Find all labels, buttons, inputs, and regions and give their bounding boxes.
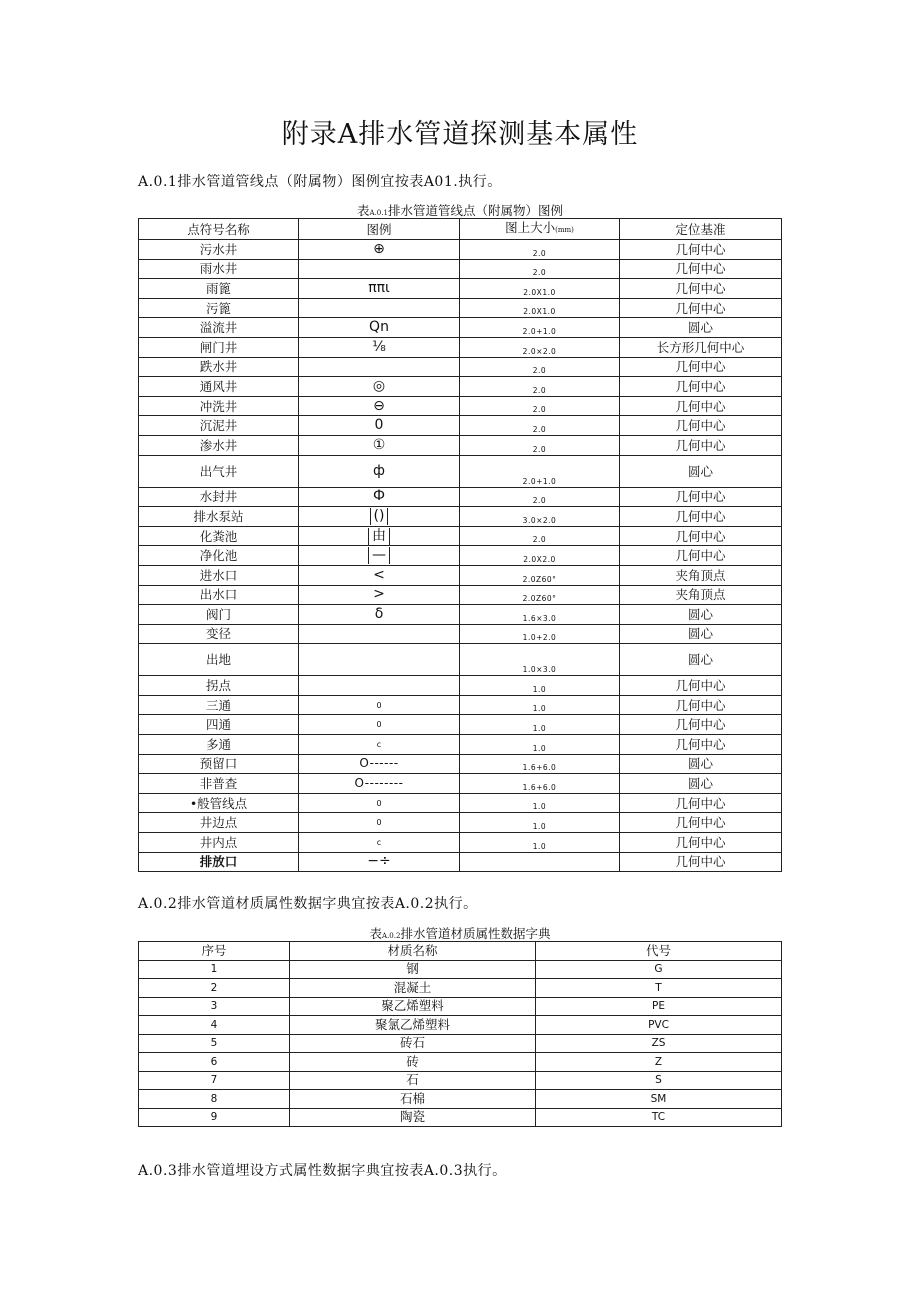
table-row: [139, 852, 782, 872]
table-row: [139, 624, 782, 644]
cell-size: [460, 676, 620, 696]
cell-size: [460, 695, 620, 715]
cell-size-text: 2.0Z60°: [522, 574, 557, 584]
cell-symbol: c: [299, 735, 460, 755]
cell-index: 1: [139, 960, 290, 979]
cell-symbol: >: [299, 585, 460, 605]
cell-size: [460, 259, 620, 279]
cell-code: PE: [536, 997, 782, 1016]
cell-symbol: [299, 644, 460, 676]
table-row: [139, 259, 782, 279]
page-title: 附录A排水管道探测基本属性: [281, 119, 639, 150]
cell-size-text: 1.0: [532, 743, 547, 753]
cell-size: [460, 240, 620, 260]
cell-name: 冲洗井: [139, 396, 299, 416]
cell-symbol: O--------: [299, 774, 460, 794]
cell-datum: 圆心: [620, 624, 782, 644]
cell-size-text: 2.0: [532, 535, 547, 545]
cell-symbol-text: —: [368, 547, 390, 564]
cell-datum: 几何中心: [620, 695, 782, 715]
cell-datum: 夹角顶点: [620, 565, 782, 585]
cell-symbol: [299, 624, 460, 644]
header-size: [460, 219, 620, 240]
cell-size-text: 1.0: [532, 684, 547, 694]
cell-size: [460, 318, 620, 338]
cell-datum: 几何中心: [620, 259, 782, 279]
header-size-label: 图上大小: [505, 220, 556, 235]
cell-size: [460, 833, 620, 853]
cell-symbol: [299, 676, 460, 696]
cell-code: S: [536, 1071, 782, 1090]
cell-size: [460, 565, 620, 585]
table-row: [139, 298, 782, 318]
cell-name: 进水口: [139, 565, 299, 585]
cell-datum: 几何中心: [620, 298, 782, 318]
cell-size-text: 2.0+1.0: [522, 476, 557, 486]
cell-datum: 长方形几何中心: [620, 337, 782, 357]
cell-size: [460, 793, 620, 813]
cell-datum: 几何中心: [620, 546, 782, 566]
cell-size-text: 2.0Z60°: [522, 594, 557, 604]
cell-name: 水封井: [139, 487, 299, 507]
cell-datum: 圆心: [620, 754, 782, 774]
table-row: [139, 507, 782, 527]
table-row: [139, 1090, 782, 1109]
cell-name: 跌水井: [139, 357, 299, 377]
cell-datum: 几何中心: [620, 715, 782, 735]
cell-name: 排放口: [139, 852, 299, 872]
cell-symbol-text: (): [370, 508, 389, 525]
cell-symbol: ①: [299, 435, 460, 455]
table-row: [139, 793, 782, 813]
cell-datum: 几何中心: [620, 357, 782, 377]
table2-caption-text: 排水管道材质属性数据字典: [400, 926, 551, 941]
cell-size-text: 2.0: [532, 424, 547, 434]
cell-symbol: [299, 259, 460, 279]
table2-caption: [0, 924, 920, 942]
cell-name: 排水泵站: [139, 507, 299, 527]
table-row: [139, 1016, 782, 1035]
cell-size-text: 1.0: [532, 841, 547, 851]
cell-code: TC: [536, 1108, 782, 1127]
cell-symbol: 0: [299, 715, 460, 735]
paragraph-a02: A.0.2排水管道材质属性数据字典宜按表A.0.2执行。: [138, 896, 478, 912]
table-row: [139, 585, 782, 605]
cell-size: [460, 396, 620, 416]
cell-datum: 几何中心: [620, 279, 782, 299]
table-row: [139, 695, 782, 715]
cell-name: 溢流井: [139, 318, 299, 338]
cell-name: 净化池: [139, 546, 299, 566]
cell-size-text: 2.0: [532, 385, 547, 395]
legend-table: [138, 218, 782, 872]
paragraph-a01: A.0.1排水管道管线点（附属物）图例宜按表A01.执行。: [138, 174, 502, 190]
table-header-row: [139, 942, 782, 961]
cell-material: 混凝土: [290, 979, 536, 998]
cell-datum: 几何中心: [620, 377, 782, 397]
cell-name: 出地: [139, 644, 299, 676]
cell-datum: 几何中心: [620, 526, 782, 546]
cell-symbol: [299, 357, 460, 377]
cell-symbol: Qn: [299, 318, 460, 338]
cell-name: 通风井: [139, 377, 299, 397]
cell-size: [460, 455, 620, 487]
cell-name: 雨水井: [139, 259, 299, 279]
cell-material: 聚氯乙烯塑料: [290, 1016, 536, 1035]
header-code: 代号: [536, 942, 782, 961]
cell-symbol: ⊕: [299, 240, 460, 260]
cell-size: [460, 507, 620, 527]
cell-symbol: ππι: [299, 279, 460, 299]
table-row: [139, 565, 782, 585]
table-row: [139, 377, 782, 397]
cell-name: 阀门: [139, 605, 299, 625]
header-name: 点符号名称: [139, 219, 299, 240]
table2-caption-number: A.0.2: [382, 932, 401, 940]
cell-code: SM: [536, 1090, 782, 1109]
cell-index: 4: [139, 1016, 290, 1035]
cell-datum: 几何中心: [620, 487, 782, 507]
cell-code: PVC: [536, 1016, 782, 1035]
cell-size-text: 1.0×3.0: [522, 665, 557, 675]
table-row: [139, 754, 782, 774]
cell-size-text: 1.0: [532, 822, 547, 832]
cell-name: 井边点: [139, 813, 299, 833]
cell-name: 出气井: [139, 455, 299, 487]
table-row: [139, 337, 782, 357]
cell-symbol: ⊖: [299, 396, 460, 416]
table1-caption-prefix: 表: [357, 203, 370, 218]
cell-symbol: [299, 507, 460, 527]
cell-size-text: 1.6×3.0: [522, 613, 557, 623]
table-row: [139, 357, 782, 377]
header-material: 材质名称: [290, 942, 536, 961]
cell-datum: 几何中心: [620, 813, 782, 833]
table-row: [139, 396, 782, 416]
table-row: [139, 455, 782, 487]
cell-code: Z: [536, 1053, 782, 1072]
cell-datum: 圆心: [620, 605, 782, 625]
cell-symbol: Ф: [299, 487, 460, 507]
table-row: [139, 979, 782, 998]
cell-name: 沉泥井: [139, 416, 299, 436]
cell-size: [460, 754, 620, 774]
table-row: [139, 1071, 782, 1090]
cell-code: T: [536, 979, 782, 998]
cell-size: [460, 377, 620, 397]
cell-material: 聚乙烯塑料: [290, 997, 536, 1016]
table-row: [139, 318, 782, 338]
cell-symbol: c: [299, 833, 460, 853]
cell-datum: 几何中心: [620, 396, 782, 416]
cell-size-text: 2.0: [532, 496, 547, 506]
cell-size-text: 2.0: [532, 366, 547, 376]
table-row: [139, 774, 782, 794]
cell-symbol: 0: [299, 793, 460, 813]
cell-datum: 几何中心: [620, 793, 782, 813]
cell-size: [460, 644, 620, 676]
cell-symbol: [299, 298, 460, 318]
cell-datum: 圆心: [620, 774, 782, 794]
table1-caption-number: A.0.1: [369, 209, 388, 217]
cell-datum: 夹角顶点: [620, 585, 782, 605]
table-row: [139, 735, 782, 755]
table-row: [139, 960, 782, 979]
table-row: [139, 997, 782, 1016]
cell-name: •般管线点: [139, 793, 299, 813]
table-header-row: [139, 219, 782, 240]
cell-size-text: 1.0+2.0: [522, 633, 557, 643]
cell-datum: 几何中心: [620, 507, 782, 527]
cell-index: 5: [139, 1034, 290, 1053]
cell-size-text: 2.0: [532, 444, 547, 454]
cell-symbol-text: 由: [368, 528, 390, 545]
table-row: [139, 526, 782, 546]
cell-code: G: [536, 960, 782, 979]
cell-size: [460, 585, 620, 605]
cell-name: 四通: [139, 715, 299, 735]
cell-symbol: [299, 546, 460, 566]
cell-symbol: <: [299, 565, 460, 585]
cell-name: 渗水井: [139, 435, 299, 455]
cell-code: ZS: [536, 1034, 782, 1053]
cell-name: 出水口: [139, 585, 299, 605]
paragraph-a03: A.0.3排水管道埋设方式属性数据字典宜按表A.0.3执行。: [138, 1163, 507, 1179]
cell-index: 8: [139, 1090, 290, 1109]
cell-material: 钢: [290, 960, 536, 979]
table-row: [139, 813, 782, 833]
cell-datum: 圆心: [620, 644, 782, 676]
cell-material: 石: [290, 1071, 536, 1090]
cell-symbol: O------: [299, 754, 460, 774]
table-row: [139, 1053, 782, 1072]
table-row: [139, 240, 782, 260]
cell-name: 拐点: [139, 676, 299, 696]
cell-name: 污篦: [139, 298, 299, 318]
cell-symbol: 0: [299, 416, 460, 436]
cell-name: 预留口: [139, 754, 299, 774]
cell-name: 污水井: [139, 240, 299, 260]
cell-index: 2: [139, 979, 290, 998]
cell-size-text: 2.0: [532, 268, 547, 278]
cell-symbol: ◎: [299, 377, 460, 397]
cell-size: [460, 774, 620, 794]
cell-size-text: 1.6+6.0: [522, 782, 557, 792]
cell-size: [460, 852, 620, 872]
cell-size-text: 3.0×2.0: [522, 515, 557, 525]
table-row: [139, 416, 782, 436]
header-size-unit: (mm): [555, 226, 574, 234]
cell-size: [460, 298, 620, 318]
table-row: [139, 833, 782, 853]
cell-size-text: 2.0+1.0: [522, 326, 557, 336]
table-row: [139, 1108, 782, 1127]
cell-datum: 几何中心: [620, 676, 782, 696]
cell-size-text: 2.0X1.0: [523, 287, 556, 297]
cell-datum: 几何中心: [620, 435, 782, 455]
cell-size: [460, 735, 620, 755]
cell-name: 非普查: [139, 774, 299, 794]
table2-caption-prefix: 表: [369, 926, 383, 941]
cell-symbol: 0: [299, 695, 460, 715]
cell-index: 7: [139, 1071, 290, 1090]
cell-symbol: ⅛: [299, 337, 460, 357]
cell-size: [460, 546, 620, 566]
cell-material: 砖: [290, 1053, 536, 1072]
cell-size: [460, 435, 620, 455]
cell-size-text: 1.6+6.0: [522, 763, 557, 773]
cell-size-text: 1.0: [532, 704, 547, 714]
cell-datum: 几何中心: [620, 852, 782, 872]
table-row: [139, 605, 782, 625]
header-datum: 定位基准: [620, 219, 782, 240]
cell-datum: 几何中心: [620, 416, 782, 436]
cell-size-text: 2.0X1.0: [523, 307, 556, 317]
header-symbol: 图例: [299, 219, 460, 240]
cell-size: [460, 624, 620, 644]
table-row: [139, 644, 782, 676]
cell-datum: 几何中心: [620, 735, 782, 755]
cell-name: 雨篦: [139, 279, 299, 299]
table-row: [139, 435, 782, 455]
cell-size-text: 1.0: [532, 724, 547, 734]
cell-size-text: 2.0: [532, 405, 547, 415]
cell-name: 变径: [139, 624, 299, 644]
table1-caption: [0, 201, 920, 219]
cell-name: 多通: [139, 735, 299, 755]
cell-size-text: 1.0: [532, 802, 547, 812]
cell-name: 井内点: [139, 833, 299, 853]
cell-size: [460, 715, 620, 735]
table-row: [139, 487, 782, 507]
cell-symbol: [299, 526, 460, 546]
cell-size: [460, 357, 620, 377]
cell-size: [460, 487, 620, 507]
cell-name: 化粪池: [139, 526, 299, 546]
cell-datum: 圆心: [620, 318, 782, 338]
cell-size-text: 2.0×2.0: [522, 346, 557, 356]
cell-size-text: 2.0X2.0: [523, 554, 556, 564]
cell-size-text: 2.0: [532, 248, 547, 258]
cell-material: 砖石: [290, 1034, 536, 1053]
cell-size: [460, 526, 620, 546]
cell-name: 三通: [139, 695, 299, 715]
cell-index: 9: [139, 1108, 290, 1127]
cell-size: [460, 813, 620, 833]
cell-name: 闸门井: [139, 337, 299, 357]
table1-caption-text: 排水管道管线点（附属物）图例: [387, 203, 563, 218]
cell-size: [460, 337, 620, 357]
cell-size: [460, 605, 620, 625]
material-table: [138, 941, 782, 1127]
table-row: [139, 279, 782, 299]
cell-index: 6: [139, 1053, 290, 1072]
cell-symbol: 0: [299, 813, 460, 833]
cell-material: 石棉: [290, 1090, 536, 1109]
table-row: [139, 715, 782, 735]
cell-datum: 几何中心: [620, 833, 782, 853]
cell-size: [460, 279, 620, 299]
table-row: [139, 676, 782, 696]
cell-index: 3: [139, 997, 290, 1016]
cell-symbol: ф: [299, 455, 460, 487]
cell-symbol: δ: [299, 605, 460, 625]
cell-size: [460, 416, 620, 436]
cell-symbol: −÷: [299, 852, 460, 872]
cell-datum: 圆心: [620, 455, 782, 487]
table-row: [139, 546, 782, 566]
table-row: [139, 1034, 782, 1053]
cell-material: 陶瓷: [290, 1108, 536, 1127]
cell-datum: 几何中心: [620, 240, 782, 260]
header-index: 序号: [139, 942, 290, 961]
